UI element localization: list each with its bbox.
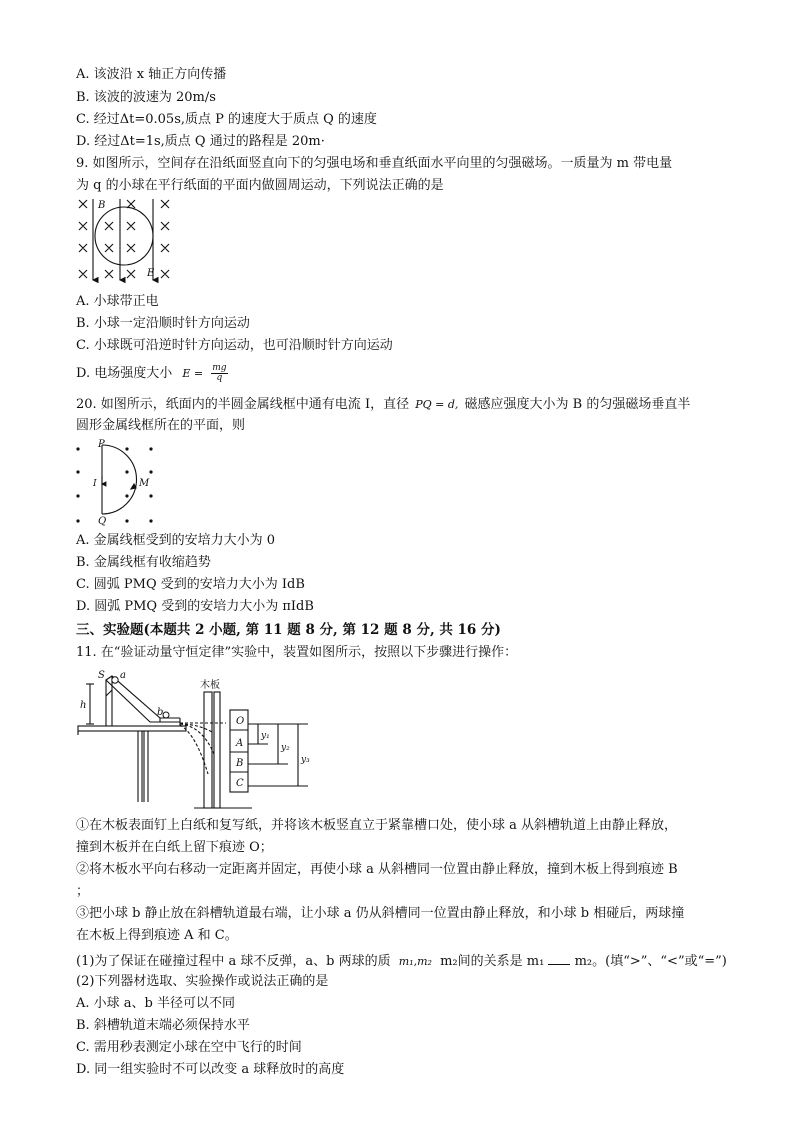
q9-option-d-text: D. 电场强度大小 — [76, 366, 173, 381]
q10-fig-label-q: Q — [98, 516, 107, 527]
q10-option-d: D. 圆弧 PMQ 受到的安培力大小为 πIdB — [76, 599, 314, 614]
section-heading: 三、实验题(本题共 2 小题, 第 11 题 8 分, 第 12 题 8 分, 共 16 分) — [76, 622, 501, 638]
q11-sub1-text-a: (1)为了保证在碰撞过程中 a 球不反弹，a、b 两球的质 — [76, 954, 391, 969]
q10-option-b: B. 金属线框有收缩趋势 — [76, 555, 211, 570]
q11-fig-label-a-point: A — [236, 738, 244, 749]
q11-fig-label-board: 木板 — [200, 680, 220, 691]
q11-fig-label-h: h — [80, 700, 87, 711]
q11-fig-label-b-point: B — [236, 758, 244, 769]
q11-subquestion-2: (2)下列器材选取、实验操作或说法正确的是 — [76, 974, 329, 989]
q10-stem-line2: 圆形金属线框所在的平面，则 — [76, 418, 246, 433]
q11-option-c: C. 需用秒表测定小球在空中飞行的时间 — [76, 1040, 302, 1055]
q10-fig-label-m: M — [139, 478, 150, 489]
q8-option-c: C. 经过Δt=0.05s,质点 P 的速度大于质点 Q 的速度 — [76, 112, 377, 127]
q10-semicircle-figure — [72, 436, 162, 528]
q11-option-d: D. 同一组实验时不可以改变 a 球释放时的高度 — [76, 1062, 345, 1077]
q11-stem: 11. 在“验证动量守恒定律”实验中，装置如图所示，按照以下步骤进行操作： — [76, 645, 518, 660]
q11-step1-line2: 撞到木板并在白纸上留下痕迹 O； — [76, 840, 273, 855]
q9-fraction-denominator: q — [216, 373, 223, 383]
q11-fig-label-c-point: C — [236, 778, 244, 789]
q11-option-b: B. 斜槽轨道末端必须保持水平 — [76, 1018, 250, 1033]
q9-fig-label-b: B — [98, 200, 106, 211]
q9-field-figure — [72, 196, 182, 288]
q11-step2-line2: ； — [76, 884, 90, 899]
q9-option-b: B. 小球一定沿顺时针方向运动 — [76, 316, 250, 331]
q11-fig-label-b: b — [157, 707, 164, 718]
q8-option-b: B. 该波的波速为 20m/s — [76, 90, 216, 105]
q9-option-d-e: E = — [182, 367, 204, 380]
q10-option-c: C. 圆弧 PMQ 受到的安培力大小为 IdB — [76, 577, 305, 592]
q8-option-a: A. 该波沿 x 轴正方向传播 — [76, 67, 227, 82]
q11-step1-line1: ①在木板表面钉上白纸和复写纸，并将该木板竖直立于紧靠槽口处，使小球 a 从斜槽轨道上由静止释放， — [76, 818, 678, 833]
q10-stem-part-a: 20. 如图所示，纸面内的半圆金属线框中通有电流 I，直径 — [76, 397, 410, 412]
q11-subquestion-1 — [76, 952, 727, 970]
q10-stem-line1 — [76, 397, 690, 413]
q9-option-c: C. 小球既可沿逆时针方向运动，也可沿顺时针方向运动 — [76, 338, 393, 353]
q11-fig-label-y2: y₂ — [281, 743, 290, 753]
q11-sub1-mass-symbols: m₁,m₂ — [398, 955, 432, 968]
q10-stem-part-b: 磁感应强度大小为 B 的匀强磁场垂直半 — [464, 397, 691, 412]
q11-fig-label-y3: y₃ — [301, 755, 310, 765]
q11-apparatus-figure — [76, 666, 310, 812]
q11-sub1-answer-blank[interactable] — [548, 952, 570, 965]
q11-sub1-text-b: m₂间的关系是 m₁ — [440, 954, 545, 969]
q9-stem-line1: 9. 如图所示，空间存在沿纸面竖直向下的匀强电场和垂直纸面水平向里的匀强磁场。一质量为 m 带电量 — [76, 156, 673, 171]
q11-fig-label-a: a — [120, 670, 126, 681]
q11-fig-label-y1: y₁ — [261, 731, 270, 741]
q9-fig-label-e: E — [147, 268, 155, 279]
q9-option-d — [76, 362, 228, 386]
q11-option-a: A. 小球 a、b 半径可以不同 — [76, 996, 235, 1011]
q11-fig-label-s: S — [98, 670, 105, 681]
q9-stem-line2: 为 q 的小球在平行纸面的平面内做圆周运动，下列说法正确的是 — [76, 178, 444, 193]
q10-fig-label-i: I — [93, 479, 97, 489]
q10-stem-formula: PQ = d, — [415, 398, 459, 411]
q11-step2-line1: ②将木板水平向右移动一定距离并固定，再使小球 a 从斜槽同一位置由静止释放，撞到木板上得到痕迹 B — [76, 862, 678, 877]
q11-step3-line2: 在木板上得到痕迹 A 和 C。 — [76, 928, 238, 943]
q10-fig-label-p: P — [98, 439, 105, 450]
q11-fig-label-o: O — [236, 716, 245, 727]
q8-option-d: D. 经过Δt=1s,质点 Q 通过的路程是 20m· — [76, 134, 325, 149]
q9-option-a: A. 小球带正电 — [76, 294, 159, 309]
q11-sub1-text-c: m₂。(填“>”、“<”或“=”) — [574, 954, 727, 969]
q11-step3-line1: ③把小球 b 静止放在斜槽轨道最右端，让小球 a 仍从斜槽同一位置由静止释放，和小球 b 相碰后，两球撞 — [76, 906, 685, 921]
q9-fraction-numerator: mg — [212, 363, 227, 373]
q9-option-d-fraction — [211, 364, 227, 383]
q10-option-a: A. 金属线框受到的安培力大小为 0 — [76, 533, 276, 548]
